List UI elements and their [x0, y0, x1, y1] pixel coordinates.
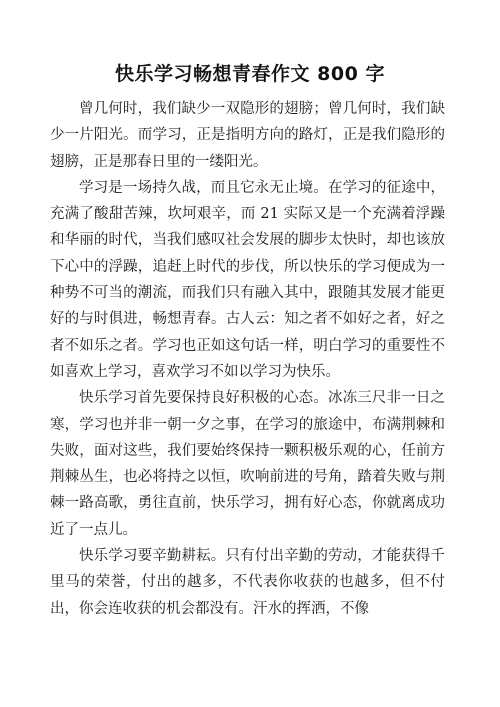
essay-paragraph-1: 曾几何时，我们缺少一双隐形的翅膀；曾几何时，我们缺少一片阳光。而学习，正是指明方向的路灯，正是我们隐形的翅膀，正是那春日里的一缕阳光。: [50, 101, 445, 170]
essay-paragraph-2: 学习是一场持久战，而且它永无止境。在学习的征途中，充满了酸甜苦辣，坎坷艰辛，而 21 实际又是一个充满着浮躁和华丽的时代，当我们感叹社会发展的脚步太快时，却也该放下心中的浮躁，追赶上时代的步伐，所以快乐的学习便成为一种势不可当的潮流，而我们只有融入其中，跟随其发展才能更好的与时俱进，畅想青春。古人云：知之者不如好之者，好之者不如乐之者。学习也正如这句话一样，明白学习的重要性不如喜欢上学习，喜欢学习不如以学习为快乐。: [50, 179, 445, 380]
essay-title: 快乐学习畅想青春作文 800 字: [115, 63, 385, 85]
essay-paragraph-3: 快乐学习首先要保持良好积极的心态。冰冻三尺非一日之寒，学习也并非一朝一夕之事，在学习的旅途中，布满荆棘和失败，面对这些，我们要始终保持一颗积极乐观的心，任前方荆棘丛生，也必将持之以恒，吹响前进的号角，踏着失败与荆棘一路高歌，勇往直前，快乐学习，拥有好心态，你就离成功近了一点儿。: [50, 390, 445, 538]
essay-paragraph-4: 快乐学习要辛勤耕耘。只有付出辛勤的劳动，才能获得千里马的荣誉，付出的越多，不代表你收获的也越多，但不付出，你会连收获的机会都没有。汗水的挥洒，不像: [50, 548, 445, 617]
essay-body: [50, 96, 445, 622]
